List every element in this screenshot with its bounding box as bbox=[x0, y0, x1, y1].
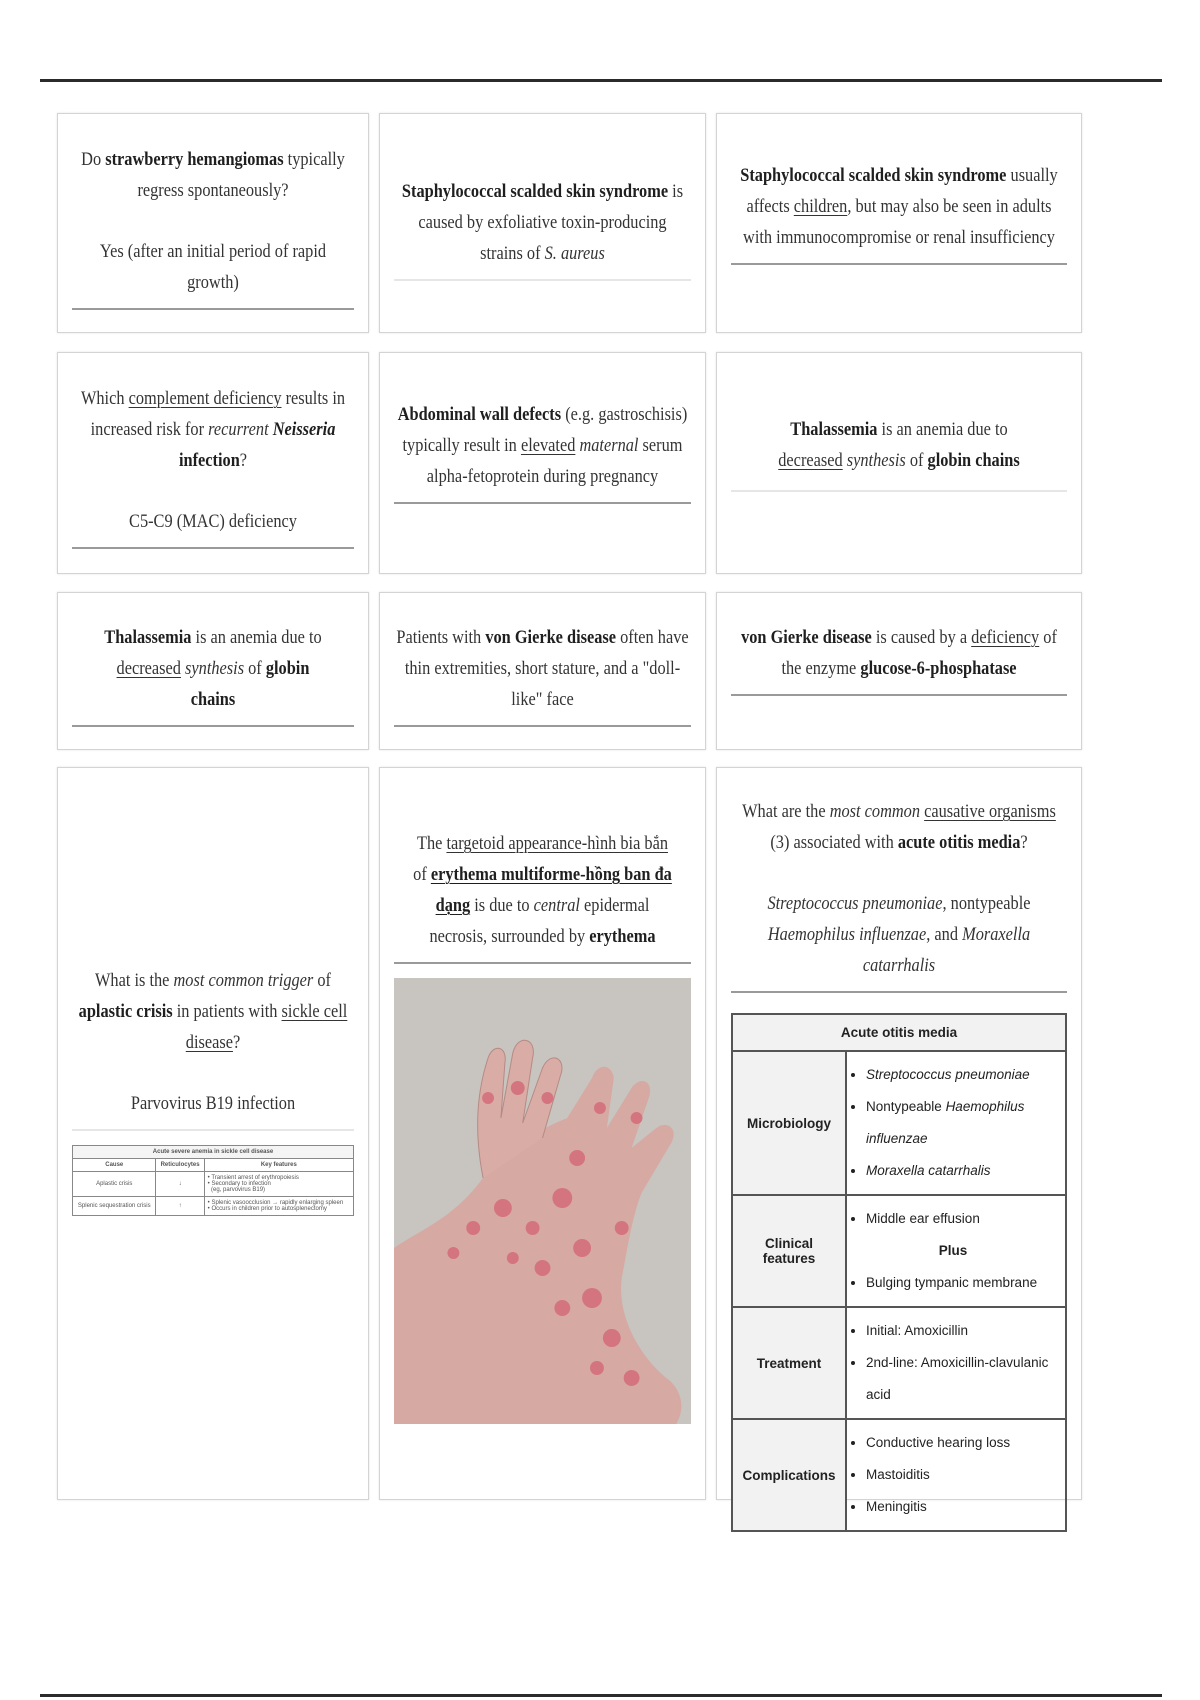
header-rule bbox=[40, 79, 1162, 82]
row-label: Treatment bbox=[732, 1307, 846, 1419]
flashcard-erythema-multiforme[interactable] bbox=[379, 767, 706, 1500]
table-cell: Splenic sequestration crisis bbox=[73, 1197, 156, 1216]
table-header: Cause bbox=[73, 1159, 156, 1172]
table-caption: Acute severe anemia in sickle cell disease bbox=[73, 1146, 354, 1159]
row-label: Complications bbox=[732, 1419, 846, 1531]
card-text: Staphylococcal scalded skin syndrome is caused by exfoliative toxin-producing strains of S. aureus bbox=[401, 181, 684, 264]
table-cell: • Middle ear effusion Plus • Bulging tympanic membrane bbox=[846, 1195, 1066, 1307]
flashcard-strawberry-hemangioma[interactable] bbox=[57, 113, 369, 333]
card-divider bbox=[72, 547, 354, 549]
card-divider bbox=[394, 502, 691, 504]
table-cell: • Transient arrest of erythropoiesis • Secondary to infection (eg, parvovirus B19) bbox=[204, 1172, 353, 1197]
card-text: Thalassemia is an anemia due to decreased synthesis of globin chains bbox=[104, 627, 322, 710]
card-text: Thalassemia is an anemia due to decreased synthesis of globin chains bbox=[778, 419, 1020, 471]
card-text: Patients with von Gierke disease often have thin extremities, short stature, and a "doll-like" face bbox=[396, 627, 689, 710]
card-text: Do strawberry hemangiomas typically regress spontaneously? Yes (after an initial period of rapid growth) bbox=[73, 144, 353, 298]
flashcard-complement-deficiency[interactable] bbox=[57, 352, 369, 574]
card-text: von Gierke disease is caused by a deficiency of the enzyme glucose-6-phosphatase bbox=[741, 627, 1057, 679]
table-cell: • Initial: Amoxicillin • 2nd-line: Amoxicillin-clavulanic acid bbox=[846, 1307, 1066, 1419]
card-text: What are the most common causative organisms (3) associated with acute otitis media? Streptococcus pneumoniae, nontypeable Haemophilus influenzae, and Moraxella catarrhalis bbox=[736, 796, 1063, 981]
card-text: The targetoid appearance-hình bia bắn of erythema multiforme-hồng ban đa dạng is due to central epidermal necrosis, surrounded by erythema bbox=[413, 833, 672, 947]
flashcard-von-gierke-features[interactable] bbox=[379, 592, 706, 750]
footer-rule bbox=[40, 1694, 1162, 1697]
card-divider bbox=[731, 991, 1067, 993]
table-cell: ↑ bbox=[156, 1197, 204, 1216]
flashcard-acute-otitis-media[interactable] bbox=[716, 767, 1082, 1514]
acute-otitis-media-table bbox=[731, 1013, 1067, 1532]
card-divider bbox=[731, 263, 1067, 265]
flashcard-thalassemia-2[interactable] bbox=[57, 592, 369, 750]
erythema-multiforme-photo bbox=[394, 978, 691, 1424]
card-answer: Yes (after an initial period of rapid growth) bbox=[99, 241, 327, 293]
table-row bbox=[732, 1419, 1066, 1531]
table-header: Key features bbox=[204, 1159, 353, 1172]
card-text: Staphylococcal scalded skin syndrome usually affects children, but may also be seen in adults with immunocompromise or renal insufficiency bbox=[740, 165, 1058, 248]
table-row bbox=[732, 1307, 1066, 1419]
card-divider bbox=[731, 490, 1067, 492]
card-divider bbox=[394, 962, 691, 964]
table-cell: • Conductive hearing loss • Mastoiditis • Meningitis bbox=[846, 1419, 1066, 1531]
hand-illustration bbox=[394, 978, 691, 1424]
flashcard-sss-cause[interactable] bbox=[379, 113, 706, 333]
sickle-cell-anemia-table bbox=[72, 1145, 354, 1216]
table-header: Reticulocytes bbox=[156, 1159, 204, 1172]
flashcard-thalassemia-1[interactable] bbox=[716, 352, 1082, 574]
card-divider bbox=[394, 279, 691, 281]
row-label: Microbiology bbox=[732, 1051, 846, 1195]
flashcard-abdominal-wall-defects[interactable] bbox=[379, 352, 706, 574]
card-divider bbox=[72, 725, 354, 727]
table-cell: ↓ bbox=[156, 1172, 204, 1197]
card-answer: Parvovirus B19 infection bbox=[130, 1093, 296, 1114]
card-text: Which complement deficiency results in increased risk for recurrent Neisseria infection? C5-C9 (MAC) deficiency bbox=[73, 383, 353, 537]
table-cell: • Streptococcus pneumoniae • Nontypeable Haemophilus influenzae • Moraxella catarrhalis bbox=[846, 1051, 1066, 1195]
card-answer: Streptococcus pneumoniae, nontypeable Haemophilus influenzae, and Moraxella catarrhalis bbox=[767, 893, 1031, 976]
table-cell: • Splenic vasoocclusion → rapidly enlarging spleen • Occurs in children prior to autosplenectomy bbox=[204, 1197, 353, 1216]
card-divider bbox=[731, 694, 1067, 696]
table-title: Acute otitis media bbox=[732, 1014, 1066, 1051]
flashcard-sss-population[interactable] bbox=[716, 113, 1082, 333]
card-text: What is the most common trigger of aplastic crisis in patients with sickle cell disease? Parvovirus B19 infection bbox=[73, 965, 353, 1119]
card-divider bbox=[72, 308, 354, 310]
flashcard-von-gierke-cause[interactable] bbox=[716, 592, 1082, 750]
table-cell: Aplastic crisis bbox=[73, 1172, 156, 1197]
flashcard-aplastic-crisis[interactable] bbox=[57, 767, 369, 1500]
card-text: Abdominal wall defects (e.g. gastroschisis) typically result in elevated maternal serum alpha-fetoprotein during pregnancy bbox=[397, 404, 688, 487]
card-divider bbox=[72, 1129, 354, 1131]
card-divider bbox=[394, 725, 691, 727]
table-row bbox=[732, 1051, 1066, 1195]
row-label: Clinical features bbox=[732, 1195, 846, 1307]
table-row bbox=[73, 1197, 354, 1216]
card-answer: C5-C9 (MAC) deficiency bbox=[129, 511, 297, 532]
table-row bbox=[732, 1195, 1066, 1307]
table-row bbox=[73, 1172, 354, 1197]
